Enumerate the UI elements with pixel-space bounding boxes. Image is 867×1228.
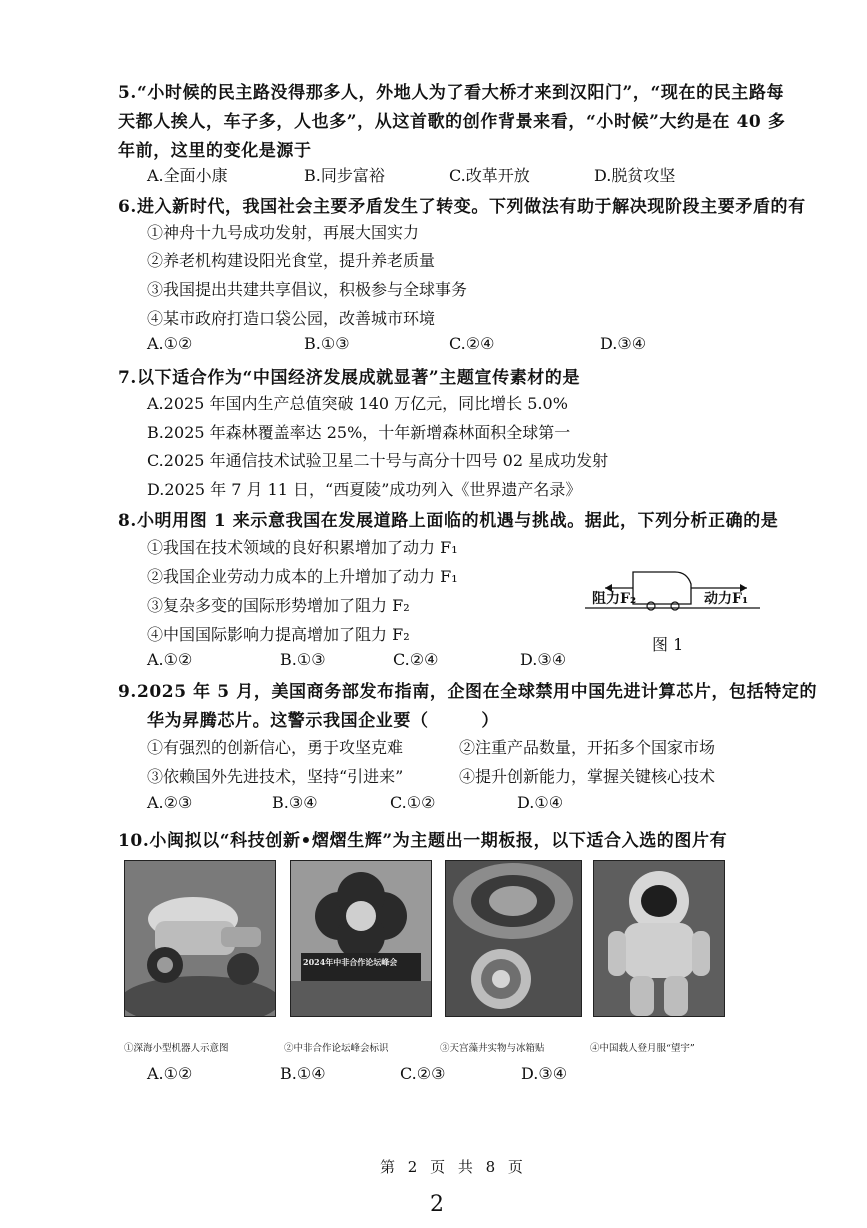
lunar-suit-image <box>593 860 725 1017</box>
resistance-label: 阻力F₂ <box>592 591 637 607</box>
q5-line1: 5.“小时候的民主路没得那多人，外地人为了看大桥才来到汉阳门”，“现在的民主路每 <box>118 83 785 103</box>
q9-option-d: D.①④ <box>517 793 564 812</box>
q9-option-a: A.②③ <box>147 793 193 812</box>
q7-option-a: A.2025 年国内生产总值突破 140 万亿元，同比增长 5.0% <box>147 394 568 413</box>
q6-stem: 6.进入新时代，我国社会主要矛盾发生了转变。下列做法有助于解决现阶段主要矛盾的有 <box>118 197 806 217</box>
q6-item-3: ③我国提出共建共享倡议，积极参与全球事务 <box>147 280 468 299</box>
caption-1: ①深海小型机器人示意图 <box>124 1043 229 1054</box>
q8-item-3: ③复杂多变的国际形势增加了阻力 F₂ <box>147 596 410 615</box>
q6-option-d: D.③④ <box>600 334 647 353</box>
q5-option-a: A.全面小康 <box>147 166 228 185</box>
q5-line3: 年前，这里的变化是源于 <box>118 141 312 161</box>
q5-option-d: D.脱贫攻坚 <box>594 166 676 185</box>
caption-2: ②中非合作论坛峰会标识 <box>284 1043 389 1054</box>
focac-banner-text: 2024年中非合作论坛峰会 <box>303 957 398 967</box>
q9-line1: 9.2025 年 5 月，美国商务部发布指南，企图在全球禁用中国先进计算芯片，包括特定的 <box>118 682 818 702</box>
q7-option-c: C.2025 年通信技术试验卫星二十号与高分十四号 02 星成功发射 <box>147 451 609 470</box>
q7-stem: 7.以下适合作为“中国经济发展成就显著”主题宣传素材的是 <box>118 368 581 388</box>
q8-option-d: D.③④ <box>520 650 567 669</box>
figure-1-caption: 图 1 <box>652 635 684 654</box>
q8-stem: 8.小明用图 1 来示意我国在发展道路上面临的机遇与挑战。据此，下列分析正确的是 <box>118 511 779 531</box>
cart-body <box>633 572 691 604</box>
q9-line2: 华为昇腾芯片。这警示我国企业要（ ） <box>147 711 499 731</box>
q9-option-c: C.①② <box>390 793 436 812</box>
q8-item-4: ④中国国际影响力提高增加了阻力 F₂ <box>147 625 410 644</box>
q6-option-b: B.①③ <box>304 334 350 353</box>
q9-item-2: ②注重产品数量，开拓多个国家市场 <box>459 738 716 757</box>
cart-wheel-left <box>647 602 655 610</box>
q5-option-c: C.改革开放 <box>449 166 530 185</box>
q5-line2: 天都人挨人，车子多，人也多”，从这首歌的创作背景来看，“小时候”大约是在 40 多 <box>118 112 786 132</box>
q10-option-d: D.③④ <box>521 1064 568 1083</box>
q5-option-b: B.同步富裕 <box>304 166 385 185</box>
cart-wheel-right <box>671 602 679 610</box>
q9-option-b: B.③④ <box>272 793 318 812</box>
q6-option-a: A.①② <box>147 334 193 353</box>
q8-option-c: C.②④ <box>393 650 439 669</box>
q6-option-c: C.②④ <box>449 334 495 353</box>
driving-force-label: 动力F₁ <box>704 591 749 607</box>
q10-option-c: C.②③ <box>400 1064 446 1083</box>
q9-item-4: ④提升创新能力，掌握关键核心技术 <box>459 767 716 786</box>
page-footer: 第 2 页 共 8 页 <box>380 1158 527 1176</box>
q9-item-3: ③依赖国外先进技术，坚持“引进来” <box>147 767 404 786</box>
focac-logo-image <box>290 860 432 1017</box>
q8-item-2: ②我国企业劳动力成本的上升增加了动力 F₁ <box>147 567 458 586</box>
q7-option-d: D.2025 年 7 月 11 日，“西夏陵”成功列入《世界遗产名录》 <box>147 480 582 499</box>
q10-stem: 10.小闽拟以“科技创新•熠熠生辉”为主题出一期板报，以下适合入选的图片有 <box>118 831 728 851</box>
q6-item-2: ②养老机构建设阳光食堂，提升养老质量 <box>147 251 436 270</box>
page-number: 2 <box>430 1192 444 1217</box>
q8-option-b: B.①③ <box>280 650 326 669</box>
q6-item-1: ①神舟十九号成功发射，再展大国实力 <box>147 223 420 242</box>
caption-3: ③天宫藻井实物与冰箱贴 <box>440 1043 545 1054</box>
q10-option-a: A.①② <box>147 1064 193 1083</box>
q6-item-4: ④某市政府打造口袋公园，改善城市环境 <box>147 309 436 328</box>
deep-sea-robot-image <box>124 860 276 1017</box>
q9-item-1: ①有强烈的创新信心，勇于攻坚克难 <box>147 738 404 757</box>
q7-option-b: B.2025 年森林覆盖率达 25%，十年新增森林面积全球第一 <box>147 423 571 442</box>
caisson-ceiling-image <box>445 860 582 1017</box>
q8-option-a: A.①② <box>147 650 193 669</box>
q10-option-b: B.①④ <box>280 1064 326 1083</box>
q8-item-1: ①我国在技术领域的良好积累增加了动力 F₁ <box>147 538 458 557</box>
caption-4: ④中国载人登月服“望宇” <box>590 1043 695 1054</box>
